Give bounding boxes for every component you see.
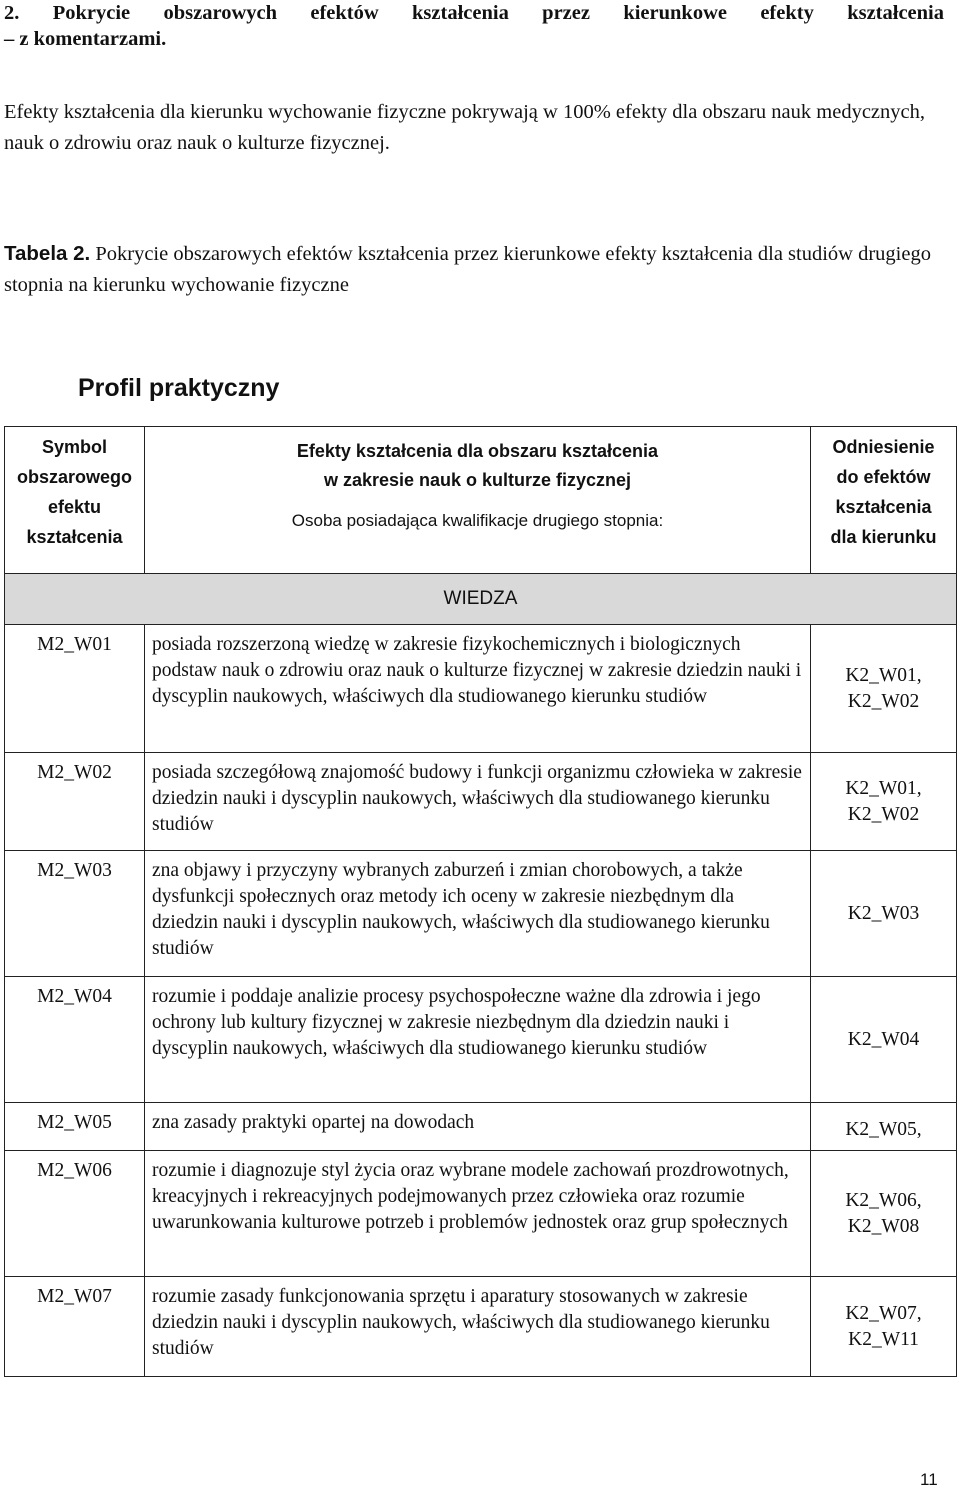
header-reference: [811, 427, 957, 574]
row-description: zna objawy i przyczyny wybranych zaburzeń i zmian chorobowych, a także dysfunkcji społecznych oraz metody ich oceny w zakresie niezbędnym dla dziedzin nauki i dyscyplin naukowych, właściwych dla studiowanego kierunku studiów: [145, 851, 811, 977]
row-reference-line: K2_W05,: [845, 1119, 922, 1140]
row-symbol: M2_W02: [5, 753, 145, 851]
header-reference-line: kształcenia: [835, 497, 932, 517]
row-reference: [811, 1103, 957, 1151]
row-reference-line: K2_W02: [847, 690, 920, 712]
row-reference-line: K2_W06,: [845, 1189, 922, 1211]
header-symbol-line: kształcenia: [26, 527, 123, 547]
row-reference: [811, 977, 957, 1103]
table-caption-text: Pokrycie obszarowych efektów kształcenia przez kierunkowe efekty kształcenia dla studiów drugiego stopnia na kierunku wychowanie fizyczne: [4, 243, 931, 296]
profile-title: Profil praktyczny: [78, 374, 280, 402]
row-description: posiada rozszerzoną wiedzę w zakresie fizykochemicznych i biologicznych podstaw nauk o zdrowiu oraz nauk o kulturze fizycznej w zakresie dziedzin nauki i dyscyplin naukowych, właściwych dla studiowanego kierunku studiów: [145, 625, 811, 753]
row-description: posiada szczegółową znajomość budowy i funkcji organizmu człowieka w zakresie dziedzin nauki i dyscyplin naukowych, właściwych dla studiowanego kierunku studiów: [145, 753, 811, 851]
row-description: zna zasady praktyki opartej na dowodach: [145, 1103, 811, 1151]
header-symbol: [5, 427, 145, 574]
row-symbol: M2_W04: [5, 977, 145, 1103]
header-desc-subtitle: Osoba posiadająca kwalifikacje drugiego stopnia:: [291, 511, 664, 530]
row-reference-line: K2_W03: [847, 902, 920, 924]
row-reference-line: K2_W01,: [845, 664, 922, 686]
row-reference: [811, 753, 957, 851]
page-number: 11: [920, 1470, 938, 1489]
header-symbol-line: obszarowego: [16, 467, 132, 487]
row-description: rozumie i diagnozuje styl życia oraz wybrane modele zachowań prozdrowotnych, kreacyjnych i rekreacyjnych podejmowanych przez człowieka oraz rozumie uwarunkowania kulturowe potrzeb i problemów jednostek oraz grup społecznych: [145, 1151, 811, 1277]
section-heading-line1: 2. Pokrycie obszarowych efektów kształcenia przez kierunkowe efekty kształcenia: [4, 2, 944, 24]
row-symbol: M2_W06: [5, 1151, 145, 1277]
table-caption-label: Tabela 2.: [4, 242, 91, 265]
row-reference-line: K2_W11: [848, 1328, 919, 1350]
row-symbol: M2_W05: [5, 1103, 145, 1151]
table-header-row: [5, 427, 957, 574]
table-row: [5, 1277, 957, 1377]
header-desc-title-1: Efekty kształcenia dla obszaru kształcenia: [296, 441, 659, 461]
row-reference: [811, 851, 957, 977]
table-row: [5, 753, 957, 851]
row-reference: [811, 1151, 957, 1277]
table-row: [5, 625, 957, 753]
table-caption: [4, 238, 948, 301]
header-symbol-line: Symbol: [41, 437, 107, 457]
row-reference-line: K2_W01,: [845, 777, 922, 799]
row-description: rozumie i poddaje analizie procesy psychospołeczne ważne dla zdrowia i jego ochrony lub kultury fizycznej w zakresie niezbędnym dla dziedzin nauki i dyscyplin naukowych, właściwych dla studiowanego kierunku studiów: [145, 977, 811, 1103]
section-heading-line2: – z komentarzami.: [4, 28, 167, 50]
row-symbol: M2_W01: [5, 625, 145, 753]
coverage-table: [4, 426, 957, 1377]
header-desc-title-2: w zakresie nauk o kulturze fizycznej: [323, 470, 632, 490]
row-symbol: M2_W07: [5, 1277, 145, 1377]
row-reference-line: K2_W08: [847, 1215, 920, 1237]
header-reference-line: do efektów: [836, 467, 931, 487]
section-label: WIEDZA: [5, 574, 957, 625]
table-row: [5, 977, 957, 1103]
row-reference: [811, 625, 957, 753]
row-symbol: M2_W03: [5, 851, 145, 977]
row-reference-line: K2_W02: [847, 803, 920, 825]
row-description: rozumie zasady funkcjonowania sprzętu i aparatury stosowanych w zakresie dziedzin nauki i dyscyplin naukowych, właściwych dla studiowanego kierunku studiów: [145, 1277, 811, 1377]
header-description: [145, 427, 811, 574]
row-reference-line: K2_W07,: [845, 1302, 922, 1324]
section-heading: [4, 0, 944, 52]
row-reference-line: K2_W04: [847, 1028, 920, 1050]
row-reference: [811, 1277, 957, 1377]
header-symbol-line: efektu: [47, 497, 101, 517]
header-reference-line: dla kierunku: [830, 527, 937, 547]
section-row: [5, 574, 957, 625]
intro-paragraph: Efekty kształcenia dla kierunku wychowanie fizyczne pokrywają w 100% efekty dla obszaru nauk medycznych, nauk o zdrowiu oraz nauk o kulturze fizycznej.: [4, 101, 925, 154]
table-row: [5, 1151, 957, 1277]
table-row: [5, 1103, 957, 1151]
table-row: [5, 851, 957, 977]
header-reference-line: Odniesienie: [832, 437, 935, 457]
